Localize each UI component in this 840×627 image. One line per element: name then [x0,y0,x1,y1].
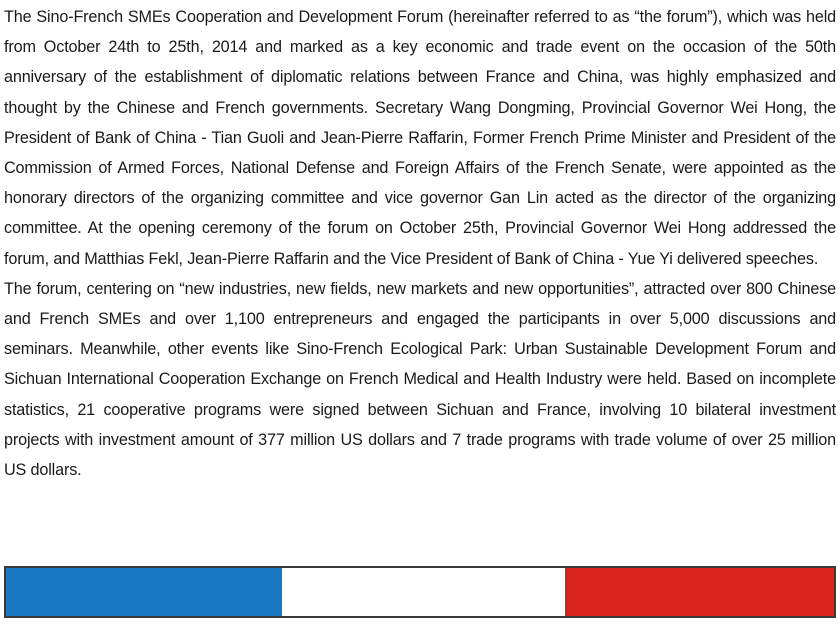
paragraph-forum-overview: The Sino-French SMEs Cooperation and Development Forum (hereinafter referred to as “the forum”), which was held from October 24th to 25th, 2014 and marked as a key economic and trade event on the occasion of the 50th anniversary of the establishment of diplomatic relations between France and China, was highly emphasized and thought by the Chinese and French governments. Secretary Wang Dongming, Provincial Governor Wei Hong, the President of Bank of China - Tian Guoli and Jean-Pierre Raffarin, Former French Prime Minister and President of the Commission of Armed Forces, National Defense and Foreign Affairs of the French Senate, were appointed as the honorary directors of the organizing committee and vice governor Gan Lin acted as the director of the organizing committee. At the opening ceremony of the forum on October 25th, Provincial Governor Wei Hong addressed the forum, and Matthias Fekl, Jean-Pierre Raffarin and the Vice President of Bank of China - Yue Yi delivered speeches. [4,8,836,268]
paragraph-forum-results: The forum, centering on “new industries, new fields, new markets and new opportunities”, attracted over 800 Chinese and French SMEs and over 1,100 entrepreneurs and engaged the participants in over 5,000 discussions and seminars. Meanwhile, other events like Sino-French Ecological Park: Urban Sustainable Development Forum and Sichuan International Cooperation Exchange on French Medical and Health Industry were held. Based on incomplete statistics, 21 cooperative programs were signed between Sichuan and France, involving 10 bilateral investment projects with investment amount of 377 million US dollars and 7 trade programs with trade volume of over 25 million US dollars. [4,279,836,480]
french-flag-bar [4,566,836,618]
article-body [4,2,836,485]
flag-stripe-blue [6,568,282,616]
flag-stripe-white [282,568,565,616]
flag-stripe-red [565,568,834,616]
